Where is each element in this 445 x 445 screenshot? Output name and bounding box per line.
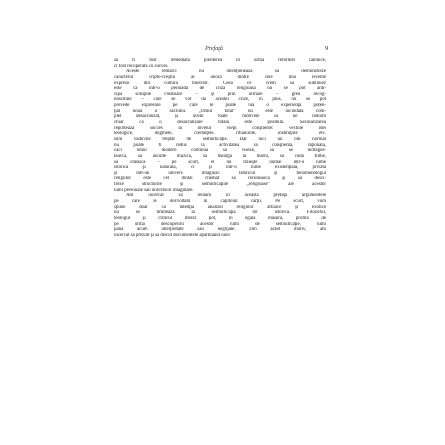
text-line: teologul şi criticul literar pot, în egală măsură, profita de [114, 215, 326, 221]
text-line: încercat să prezint şi să discut documentele apartinând unor [114, 232, 231, 238]
text-line: freze structurile şi semnificaţiile „religioase” ale acestor [114, 182, 326, 188]
text-line: reportează succes la nivelul vieţii conştiente: vechile idei [114, 125, 326, 131]
text-line: noscibile – care se vor da acestei crize, în plus, nu se pot [114, 97, 326, 103]
text-line: religiilor este cel dintâi chemat să recunoască şi să desci- [114, 176, 326, 182]
paragraph [114, 193, 326, 238]
text-line: nu se limitează la semnificaţia lor istorică. Filozoful, [114, 210, 326, 216]
paragraph [114, 69, 326, 193]
text-line: spune doar că intenţia analizei religiilor arhaice şi exotice [114, 204, 326, 210]
text-line: chiar că o desacralizare totală este posibilă. Secularizarea [114, 120, 326, 126]
text-line: Am încercat să reluăm în această prefaţă argumentele [126, 193, 326, 199]
paragraph [114, 58, 326, 69]
text-line: pe care le dezvoltăm în capitolul cărţii. Pe scurt, vom [114, 199, 326, 205]
text-line: tească, să asculte muzică, să meargă la teatru, să vadă filme, [114, 153, 326, 159]
text-line: cipa soluţiile creatoare – şi prin urmare – greu recog- [114, 91, 326, 97]
text-line: caracterul cripto-creştin al unora dintre cele mai recente [114, 74, 326, 80]
text-line: este că într-o perioadă de criză religioasă nu se pot anti- [114, 86, 326, 92]
text-line: teologice, dogmele, credinţele, ritualurile, instituţiile etc. [114, 131, 326, 137]
text-line: căci omul modern continuă să viseze, să se îndrăgos- [114, 148, 326, 154]
text-line: să citească – pe scurt, el nu trăieşte numai într-o lume [114, 159, 326, 165]
text-line: ci fost recuperată cu succes. [114, 63, 169, 69]
body-text [114, 58, 326, 418]
text-line: nu poate fi redus la activitatea sa conştientă, raţională, [114, 142, 326, 148]
text-line: expresii din cultura tinerilor. Ceea ce vrem să subliniez [114, 80, 326, 86]
text-line: lumi personale sau universuri imaginare. [114, 187, 194, 193]
text-line: Aceste remarci nu intenţionează să demonstreze [126, 69, 326, 75]
text-line: şi într-un univers imaginar. Istoricul şi fenomenologul [114, 170, 326, 176]
text-line: istorică şi naturală, ci şi într-o lume existenţială, privată [114, 165, 326, 171]
text-line: până acum interpretate sau neglijate. Din acest motiv, am [114, 227, 326, 233]
text-line: să fi fost remediată pierderea în urma reformei rabinice, [114, 58, 326, 63]
text-line: plet desacralizat, şi avem toate motivele să ne îndoim [114, 114, 326, 120]
running-head: Prefaţă [205, 46, 223, 52]
text-line: ţial nouă a sacrului. „Omul total” nu este niciodată com- [114, 108, 326, 114]
page-number: 9 [325, 45, 329, 52]
text-line: prevede expresiile pe care le poate lua o experienţă poten- [114, 103, 326, 109]
text-line: sunt văduvite treptat de semnificaţie. Dar nici un om normal [114, 136, 326, 142]
text-line: pe urma descoperirii acestor lumi de semnificaţie, lumi [114, 221, 326, 227]
